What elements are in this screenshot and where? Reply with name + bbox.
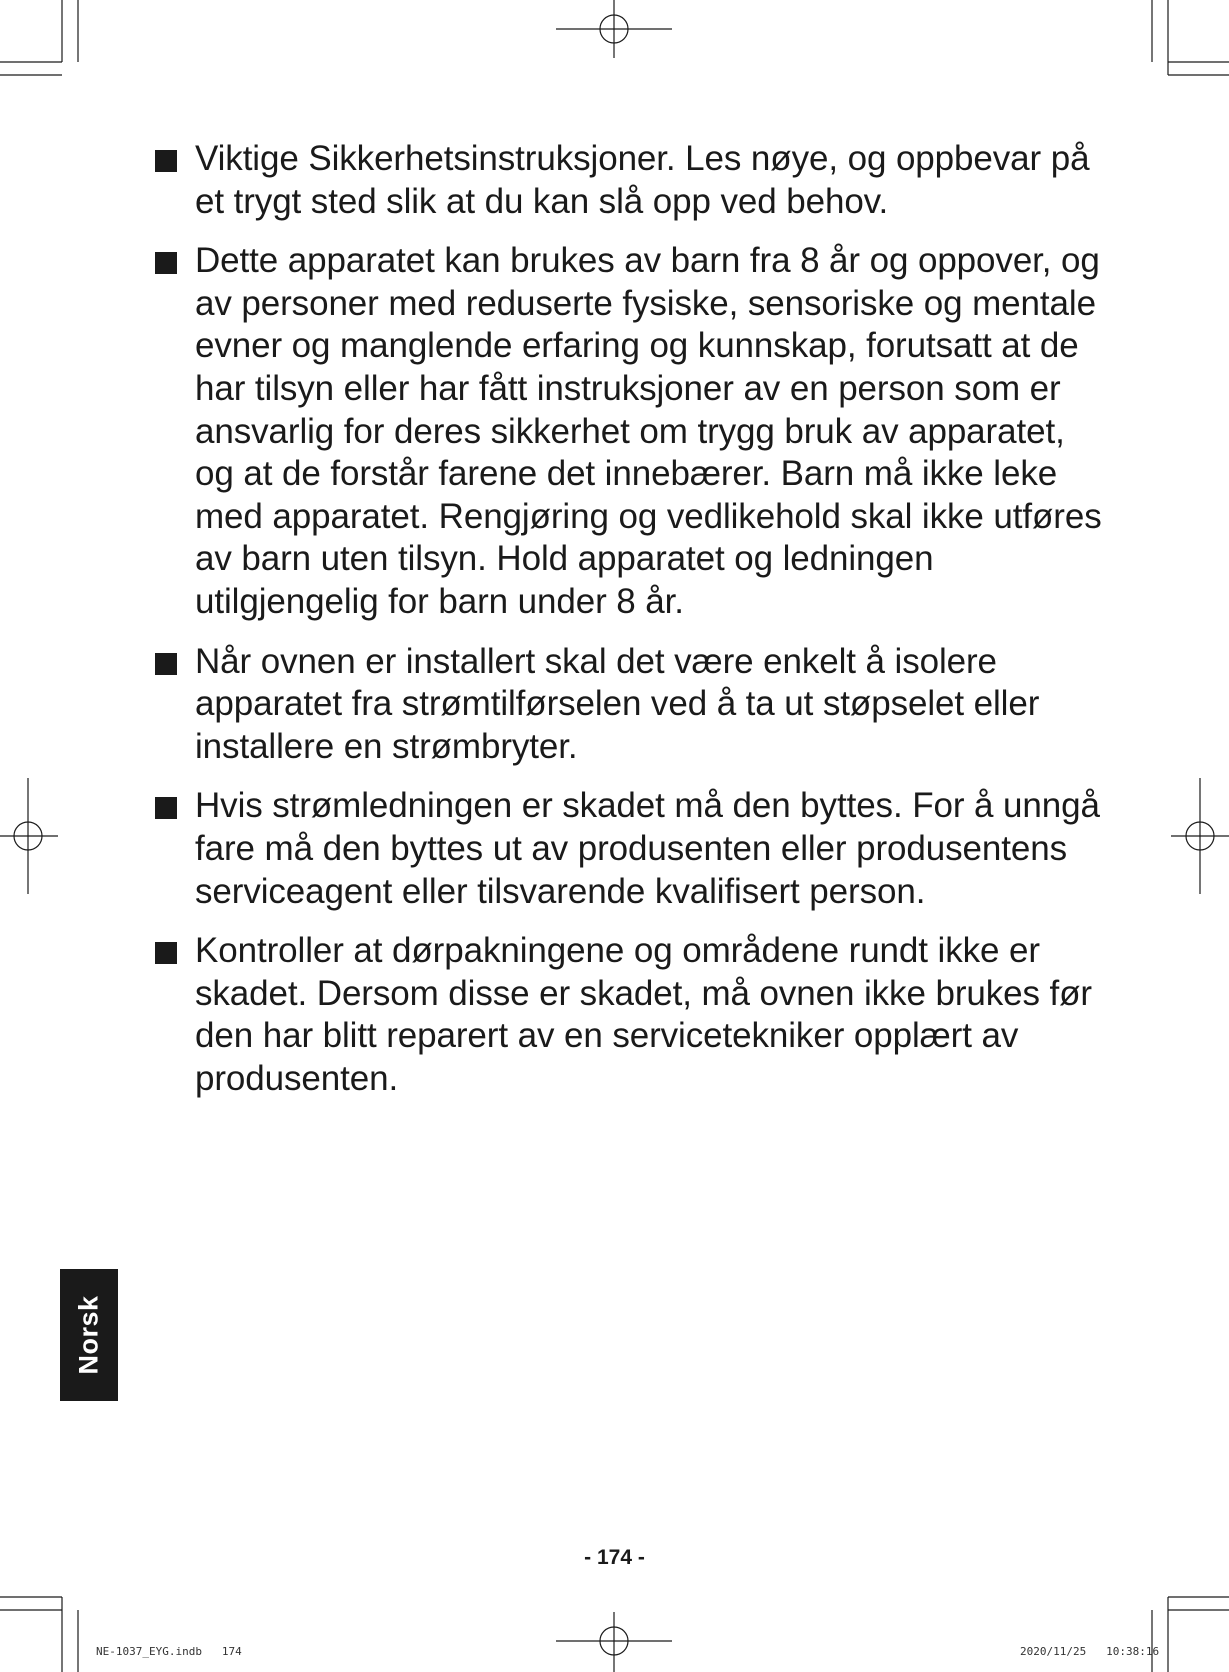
- list-item: [153, 138, 1103, 223]
- slug-time: 10:38:16: [1106, 1645, 1160, 1658]
- crosshair-registration-icon: [556, 1612, 672, 1672]
- crosshair-registration-icon: [556, 0, 672, 58]
- list-item-text: Viktige Sikkerhetsinstruksjoner. Les nøye, og oppbevar på et trygt sted slik at du kan slå opp ved behov.: [195, 139, 1090, 221]
- black-square-icon: [155, 653, 177, 675]
- crosshair-registration-icon: [0, 778, 58, 894]
- slug-filename: NE-1037_EYG.indb: [96, 1645, 202, 1658]
- black-square-icon: [155, 797, 177, 819]
- list-item-text: Kontroller at dørpakningene og områdene rundt ikke er skadet. Dersom disse er skadet, må ovnen ikke brukes før den har blitt reparert av en servicetekniker opplært av produsenten.: [195, 931, 1092, 1098]
- crosshair-registration-icon: [1171, 778, 1229, 894]
- print-slug-timestamp: [1020, 1645, 1159, 1658]
- list-item-text: Dette apparatet kan brukes av barn fra 8 år og oppover, og av personer med reduserte fysiske, sensoriske og mentale evner og manglende erfaring og kunnskap, forutsatt at de har tilsyn eller har fått instruksjoner av en person som er ansvarlig for deres sikkerhet om trygg bruk av apparatet, og at de forstår farene det innebærer. Barn må ikke leke med apparatet. Rengjøring og vedlikehold skal ikke utføres av barn uten tilsyn. Hold apparatet og ledningen utilgjengelig for barn under 8 år.: [195, 241, 1102, 621]
- black-square-icon: [155, 942, 177, 964]
- black-square-icon: [155, 150, 177, 172]
- list-item: [153, 785, 1103, 913]
- list-item-text: Hvis strømledningen er skadet må den byttes. For å unngå fare må den byttes ut av produsenten eller produsentens serviceagent eller tilsvarende kvalifisert person.: [195, 786, 1100, 911]
- list-item-text: Når ovnen er installert skal det være enkelt å isolere apparatet fra strømtilførselen ved å ta ut støpselet eller installere en strømbryter.: [195, 641, 1040, 766]
- language-tab-label: Norsk: [73, 1295, 104, 1375]
- page-number: - 174 -: [584, 1546, 645, 1569]
- slug-date: 2020/11/25: [1020, 1645, 1087, 1658]
- list-item: [153, 641, 1103, 769]
- safety-instructions-list: [153, 138, 1103, 1117]
- list-item: [153, 930, 1103, 1100]
- list-item: [153, 240, 1103, 623]
- black-square-icon: [155, 252, 177, 274]
- slug-page: 174: [221, 1645, 242, 1658]
- language-tab: [60, 1269, 118, 1401]
- print-slug-file: [96, 1645, 242, 1658]
